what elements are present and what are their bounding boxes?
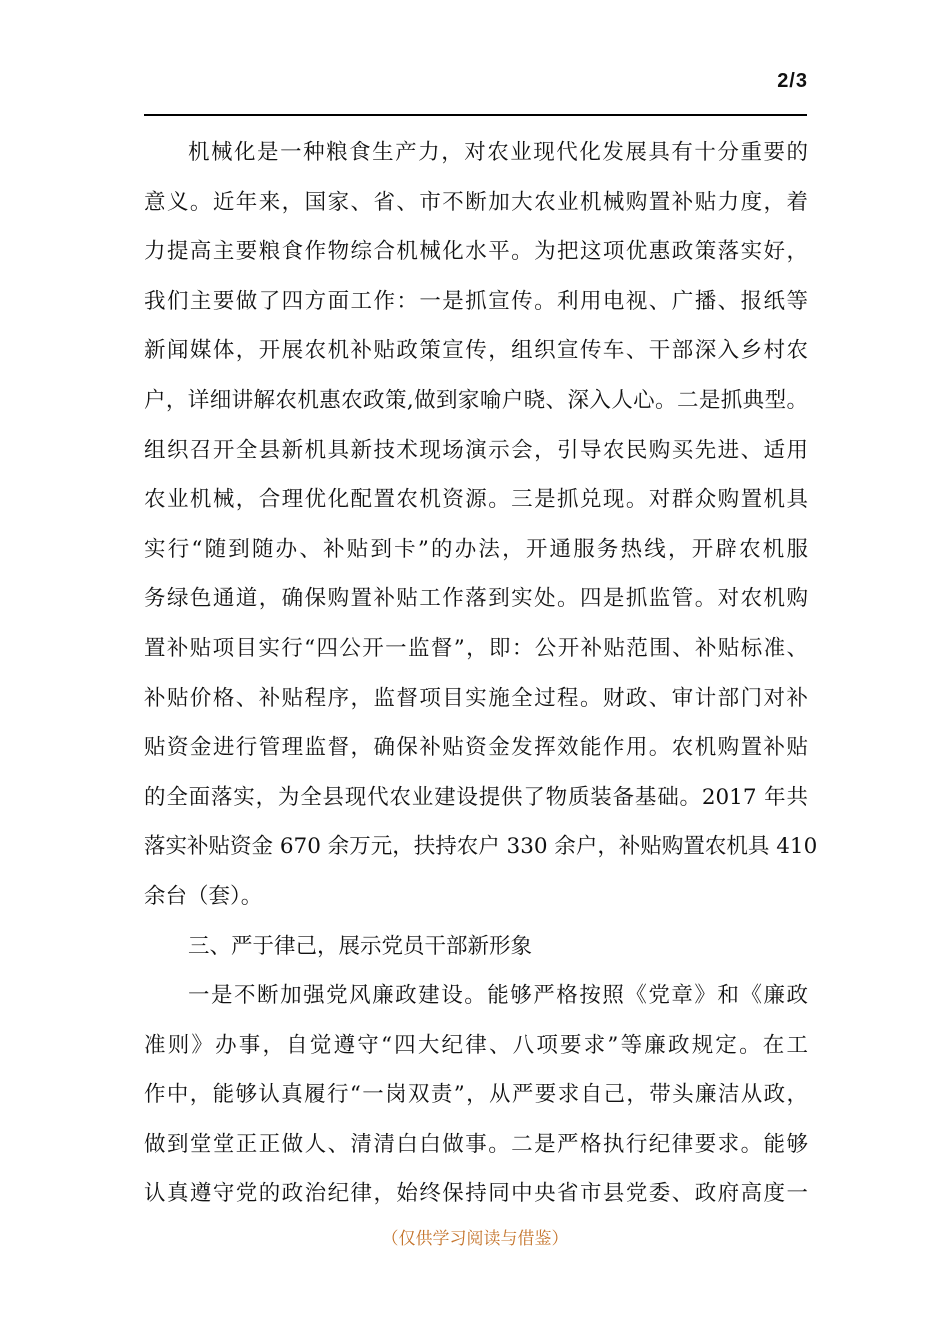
- text-line: 准则》办事，自觉遵守“四大纪律、八项要求”等廉政规定。在工: [144, 1032, 808, 1058]
- document-body: [144, 128, 818, 1219]
- text-line: 意义。近年来，国家、省、市不断加大农业机械购置补贴力度，着: [144, 189, 808, 215]
- footer-note: （仅供学习阅读与借鉴）: [381, 1229, 569, 1249]
- text-line: 补贴价格、补贴程序，监督项目实施全过程。财政、审计部门对补: [144, 685, 808, 711]
- text-line: 贴资金进行管理监督，确保补贴资金发挥效能作用。农机购置补贴: [144, 735, 808, 761]
- text-line: 力提高主要粮食作物综合机械化水平。为把这项优惠政策落实好，: [144, 239, 808, 265]
- text-line: 的全面落实，为全县现代农业建设提供了物质装备基础。2017 年共: [144, 784, 808, 810]
- text-line: 实行“随到随办、补贴到卡”的办法，开通服务热线，开辟农机服: [144, 536, 808, 562]
- text-line: 新闻媒体，开展农机补贴政策宣传，组织宣传车、干部深入乡村农: [144, 338, 808, 364]
- text-line: 一是不断加强党风廉政建设。能够严格按照《党章》和《廉政: [188, 983, 808, 1009]
- page-number: 2/3: [777, 70, 808, 92]
- text-line: 落实补贴资金 670 余万元，扶持农户 330 余户，补贴购置农机具 410: [144, 834, 818, 860]
- text-line: 农业机械，合理优化配置农机资源。三是抓兑现。对群众购置机具: [144, 487, 808, 513]
- text-line: 认真遵守党的政治纪律，始终保持同中央省市县党委、政府高度一: [144, 1181, 808, 1207]
- text-line: 我们主要做了四方面工作：一是抓宣传。利用电视、广播、报纸等: [144, 288, 808, 314]
- header-divider: [144, 114, 807, 116]
- text-line: 务绿色通道，确保购置补贴工作落到实处。四是抓监管。对农机购: [144, 586, 808, 612]
- text-line: 做到堂堂正正做人、清清白白做事。二是严格执行纪律要求。能够: [144, 1131, 808, 1157]
- text-line: 余台（套）。: [144, 883, 263, 909]
- section-heading: 三、严于律己，展示党员干部新形象: [188, 933, 533, 959]
- text-line: 组织召开全县新机具新技术现场演示会，引导农民购买先进、适用: [144, 437, 808, 463]
- text-line: 机械化是一种粮食生产力，对农业现代化发展具有十分重要的: [188, 140, 808, 165]
- text-line: 作中，能够认真履行“一岗双责”，从严要求自己，带头廉洁从政，: [144, 1082, 808, 1108]
- text-line: 户，详细讲解农机惠农政策,做到家喻户晓、深入人心。二是抓典型。: [144, 387, 808, 413]
- text-line: 置补贴项目实行“四公开一监督”，即：公开补贴范围、补贴标准、: [144, 635, 808, 661]
